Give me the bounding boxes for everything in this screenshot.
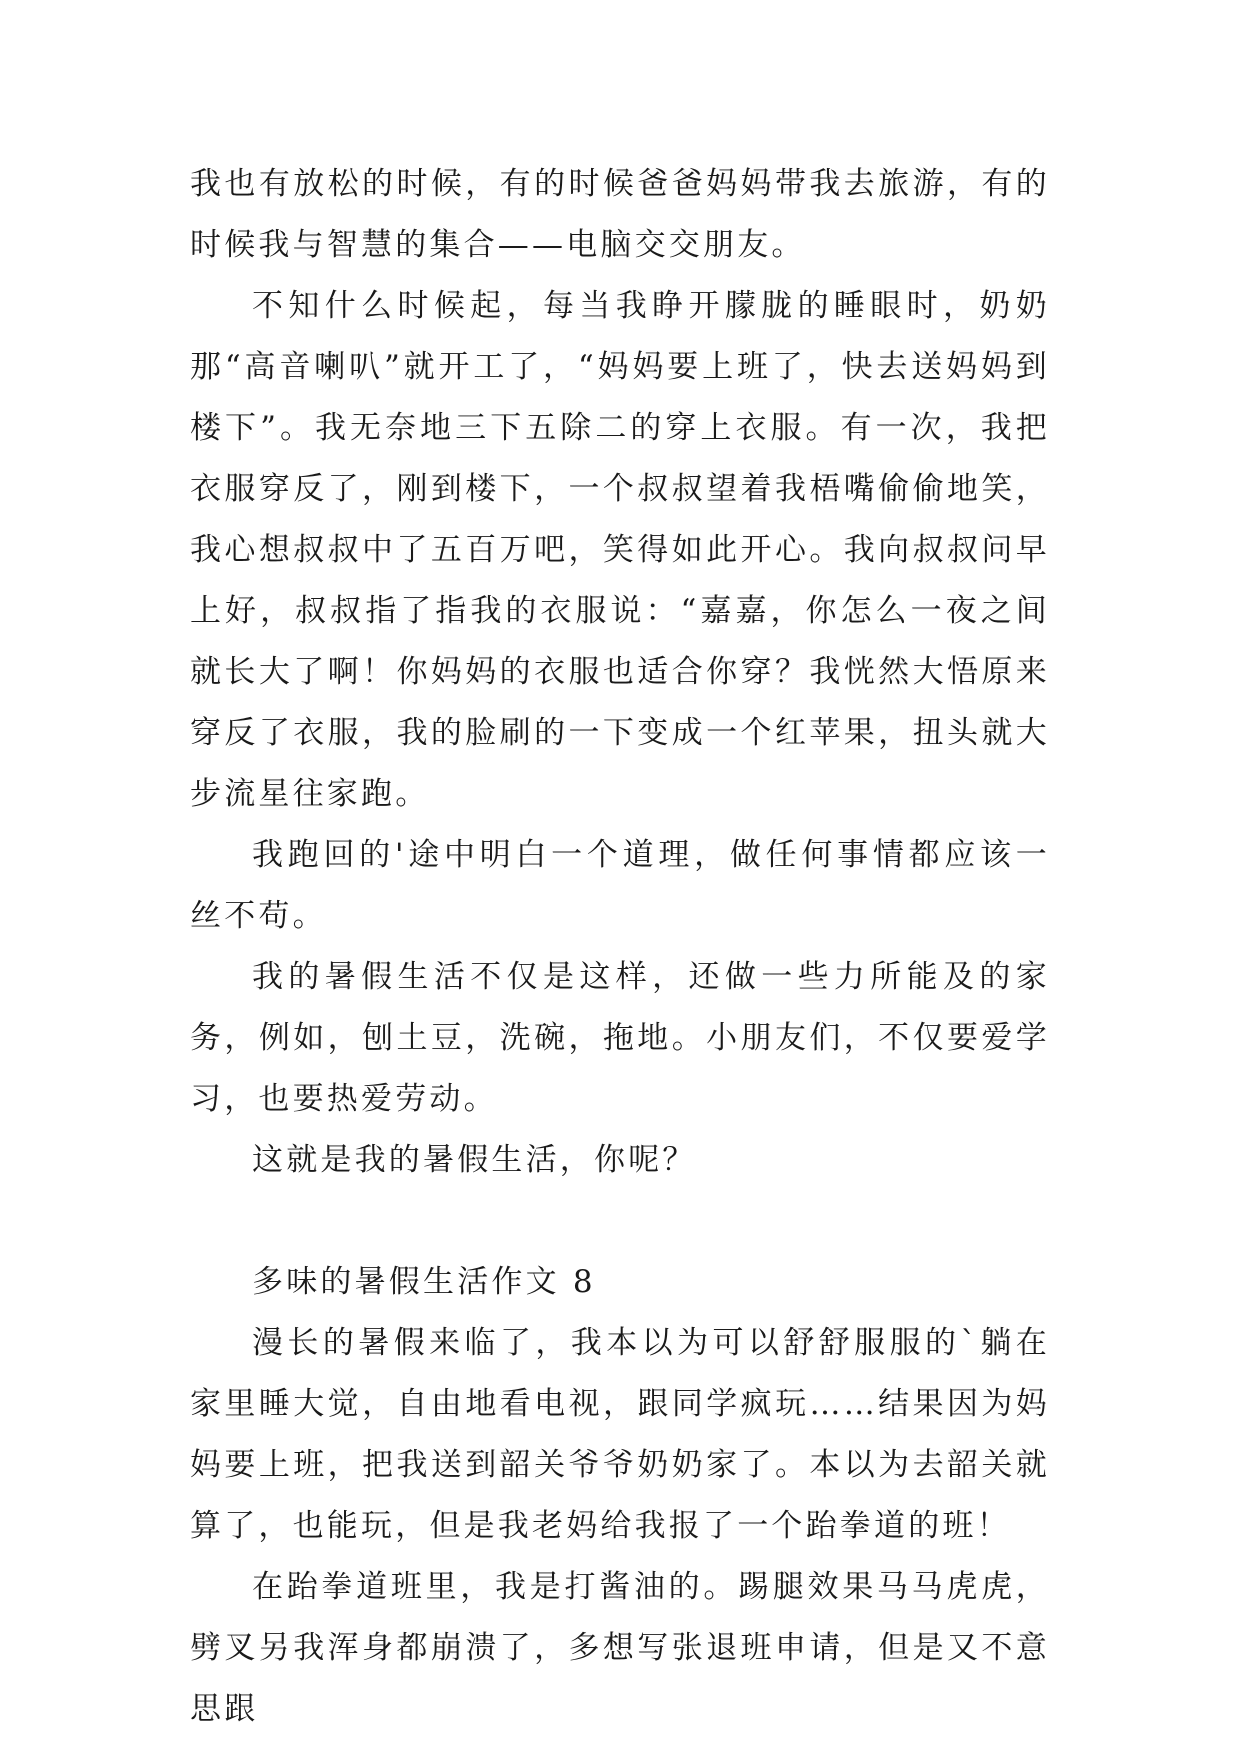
paragraph-5: 这就是我的暑假生活，你呢？ [252,1142,697,1178]
paragraph-4: 我的暑假生活不仅是这样，还做一些力所能及的家务，例如，刨土豆，洗碗，拖地。小朋友们，不仅要爱学习，也要热爱劳动。 [190,959,1050,1117]
paragraph-6: 漫长的暑假来临了，我本以为可以舒舒服服的`躺在家里睡大觉，自由地看电视，跟同学疯玩……结果因为妈妈要上班，把我送到韶关爷爷奶奶家了。本以为去韶关就算了，也能玩，但是我老妈给我报了一个跆拳道的班！ [190,1325,1050,1544]
paragraph-3: 我跑回的'途中明白一个道理，做任何事情都应该一丝不苟。 [190,837,1050,934]
section-spacer [190,1191,1050,1252]
paragraph-1: 我也有放松的时候，有的时候爸爸妈妈带我去旅游，有的时候我与智慧的集合——电脑交交朋友。 [190,166,1050,263]
section-title: 多味的暑假生活作文 8 [252,1264,596,1300]
document-body [190,154,1050,1740]
paragraph-7: 在跆拳道班里，我是打酱油的。踢腿效果马马虎虎，劈叉另我浑身都崩溃了，多想写张退班申请，但是又不意思跟 [190,1569,1050,1727]
paragraph-2: 不知什么时候起，每当我睁开朦胧的睡眼时，奶奶那“高音喇叭”就开工了，“妈妈要上班了，快去送妈妈到楼下”。我无奈地三下五除二的穿上衣服。有一次，我把衣服穿反了，刚到楼下，一个叔叔望着我梧嘴偷偷地笑，我心想叔叔中了五百万吧，笑得如此开心。我向叔叔问早上好，叔叔指了指我的衣服说：“嘉嘉，你怎么一夜之间就长大了啊！你妈妈的衣服也适合你穿？我恍然大悟原来穿反了衣服，我的脸刷的一下变成一个红苹果，扭头就大步流星往家跑。 [190,288,1050,812]
